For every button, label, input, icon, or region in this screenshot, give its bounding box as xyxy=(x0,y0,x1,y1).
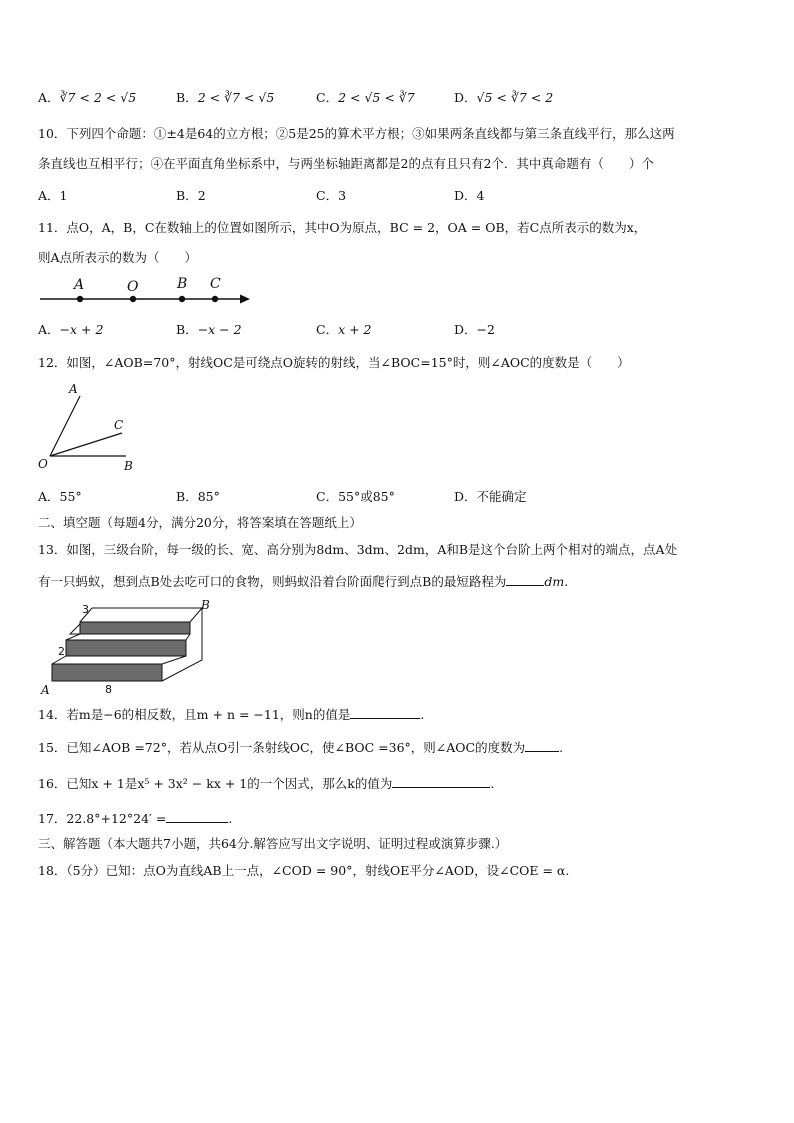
number-line-label-o: O xyxy=(127,279,139,295)
q10-stem-line1: 10．下列四个命题：①±4是64的立方根；②5是25的算术平方根；③如果两条直线都与第三条直线平行，那么这两 xyxy=(38,126,675,141)
q9-option-c: C．2 < √5 < ∛7 xyxy=(316,90,415,105)
stair-label-a: A xyxy=(41,683,50,697)
q9-option-a: A．∛7 < 2 < √5 xyxy=(38,90,137,105)
q12-option-a: A．55° xyxy=(38,489,82,504)
q11-stem-line1: 11．点O，A，B，C在数轴上的位置如图所示，其中O为原点，BC = 2，OA = OB，若C点所表示的数为x， xyxy=(38,220,647,235)
angle-label-a: A xyxy=(69,382,78,396)
number-line-label-a: A xyxy=(74,277,85,293)
q9-option-b: B．2 < ∛7 < √5 xyxy=(176,90,275,105)
q11-option-c: C．x + 2 xyxy=(316,322,372,337)
angle-label-c: C xyxy=(114,418,124,432)
q11-option-d: D．−2 xyxy=(454,322,495,337)
q10-option-d: D．4 xyxy=(454,188,485,203)
angle-label-b: B xyxy=(124,459,133,473)
q14-stem: 14．若m是−6的相反数，且m + n = −11，则n的值是 . xyxy=(38,707,425,722)
angle-label-o: O xyxy=(38,457,48,471)
q13-stem-line2: 有一只蚂蚁，想到点B处去吃可口的食物，则蚂蚁沿着台阶面爬行到点B的最短路程为 dm. xyxy=(38,574,569,589)
q11-stem-line2: 则A点所表示的数为（ ） xyxy=(38,250,198,265)
q17-answer-blank[interactable] xyxy=(166,810,228,823)
q12-option-b: B．85° xyxy=(176,489,220,504)
q16-answer-blank[interactable] xyxy=(392,775,490,788)
stair-label-three: 3 xyxy=(82,603,89,616)
q12-option-d: D．不能确定 xyxy=(454,489,527,504)
stair-label-eight: 8 xyxy=(105,683,112,696)
q13-stem-line1: 13．如图，三级台阶，每一级的长、宽、高分别为8dm、3dm、2dm，A和B是这个台阶上两个相对的端点，点A处 xyxy=(38,542,678,557)
number-line-label-b: B xyxy=(177,276,188,292)
q16-stem: 16．已知x + 1是x⁵ + 3x² − kx + 1的一个因式，那么k的值为 . xyxy=(38,776,495,791)
q10-option-b: B．2 xyxy=(176,188,206,203)
section-3-heading: 三、解答题（本大题共7小题，共64分.解答应写出文字说明、证明过程或演算步骤.） xyxy=(38,836,508,851)
stair-label-b: B xyxy=(201,598,210,612)
staircase-figure xyxy=(40,600,220,692)
q11-option-a: A．−x + 2 xyxy=(38,322,104,337)
stair-label-two: 2 xyxy=(58,645,65,658)
number-line-label-c: C xyxy=(210,276,221,292)
q12-option-c: C．55°或85° xyxy=(316,489,395,504)
q11-option-b: B．−x − 2 xyxy=(176,322,242,337)
q15-answer-blank[interactable] xyxy=(525,739,559,752)
q14-answer-blank[interactable] xyxy=(350,706,420,719)
q18-stem: 18．（5分）已知：点O为直线AB上一点，∠COD = 90°，射线OE平分∠AOD，设∠COE = α. xyxy=(38,863,570,878)
q12-stem: 12．如图，∠AOB=70°，射线OC是可绕点O旋转的射线，当∠BOC=15°时，则∠AOC的度数是（ ） xyxy=(38,355,630,370)
section-2-heading: 二、填空题（每题4分，满分20分，将答案填在答题纸上） xyxy=(38,515,362,530)
q10-option-c: C．3 xyxy=(316,188,347,203)
q9-option-d: D．√5 < ∛7 < 2 xyxy=(454,90,554,105)
q17-stem: 17．22.8°+12°24′ = . xyxy=(38,811,233,826)
q10-stem-line2: 条直线也互相平行；④在平面直角坐标系中，与两坐标轴距离都是2的点有且只有2个．其中真命题有（ ）个 xyxy=(38,156,654,171)
q10-option-a: A．1 xyxy=(38,188,68,203)
q13-answer-blank[interactable] xyxy=(506,573,544,586)
q15-stem: 15．已知∠AOB =72°，若从点O引一条射线OC，使∠BOC =36°，则∠AOC的度数为 . xyxy=(38,740,564,755)
